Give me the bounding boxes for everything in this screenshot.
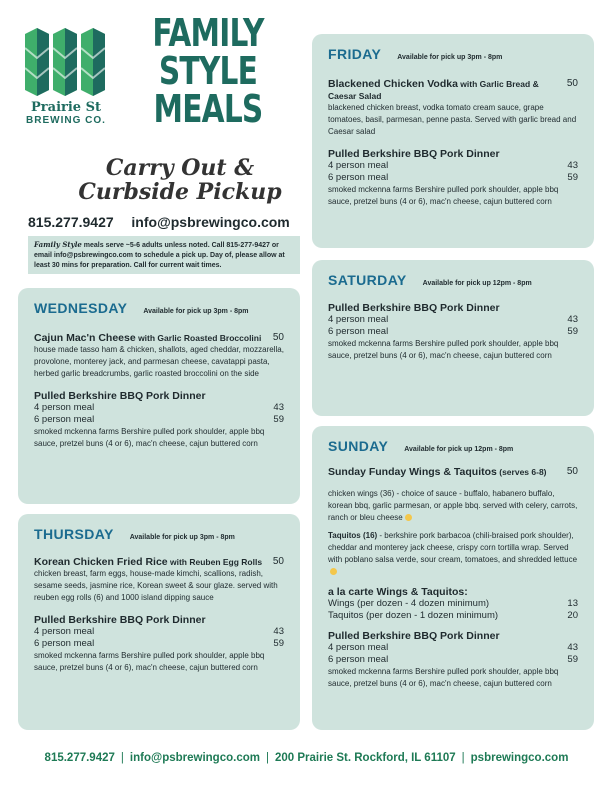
bbq-title: Pulled Berkshire BBQ Pork Dinner bbox=[34, 390, 206, 402]
logo-mark-icon bbox=[23, 28, 109, 96]
logo-subname: BREWING CO. bbox=[26, 115, 106, 126]
alacarte-wings-price: 13 bbox=[567, 598, 578, 609]
wings-lead: chicken wings (36) bbox=[328, 489, 395, 498]
bbq-price-6: 59 bbox=[567, 654, 578, 665]
bbq-option-4: 4 person meal bbox=[34, 402, 95, 413]
dish-price: 50 bbox=[566, 78, 578, 89]
dish-with: with Garlic Roasted Broccolini bbox=[135, 333, 262, 343]
page-title bbox=[108, 11, 308, 131]
bbq-option-6: 6 person meal bbox=[34, 638, 95, 649]
bbq-option-4: 4 person meal bbox=[328, 160, 389, 171]
bbq-option-6: 6 person meal bbox=[328, 654, 389, 665]
alacarte-taquitos-price: 20 bbox=[567, 610, 578, 621]
wednesday-day: WEDNESDAY bbox=[34, 300, 128, 316]
title-line-1: FAMILY bbox=[152, 11, 264, 55]
bbq-description: smoked mckenna farms Bershire pulled pork shoulder, apple bbq sauce, pretzel buns (4 or 6), mac'n cheese, cajun buttered corn bbox=[34, 427, 265, 448]
funday-price: 50 bbox=[566, 466, 578, 477]
contact-line bbox=[28, 214, 290, 230]
title-line-2: STYLE bbox=[158, 49, 258, 93]
bbq-price-6: 59 bbox=[567, 326, 578, 337]
footer-address: 200 Prairie St. Rockford, IL 61107 bbox=[274, 752, 456, 764]
subtitle bbox=[60, 156, 300, 204]
saturday-panel bbox=[312, 260, 594, 416]
bbq-price-4: 43 bbox=[273, 626, 284, 637]
notice-box bbox=[28, 236, 300, 274]
bbq-description: smoked mckenna farms Bershire pulled pork shoulder, apple bbq sauce, pretzel buns (4 or 6), mac'n cheese, cajun buttered corn bbox=[328, 339, 559, 360]
notice-lead: Family Style bbox=[34, 240, 82, 249]
taquitos-description bbox=[328, 530, 578, 578]
bbq-description: smoked mckenna farms Bershire pulled pork shoulder, apple bbq sauce, pretzel buns (4 or 6), mac'n cheese, cajun buttered corn bbox=[328, 185, 559, 206]
bbq-description: smoked mckenna farms Bershire pulled pork shoulder, apple bbq sauce, pretzel buns (4 or 6), mac'n cheese, cajun buttered corn bbox=[34, 651, 265, 672]
dish-name: Korean Chicken Fried Rice bbox=[34, 556, 168, 568]
bbq-price-4: 43 bbox=[567, 642, 578, 653]
dish-name: Blackened Chicken Vodka bbox=[328, 78, 458, 90]
bbq-title: Pulled Berkshire BBQ Pork Dinner bbox=[328, 148, 500, 160]
bbq-title: Pulled Berkshire BBQ Pork Dinner bbox=[328, 302, 500, 314]
thursday-day: THURSDAY bbox=[34, 526, 114, 542]
taquitos-lead: Taquitos (16) bbox=[328, 531, 378, 540]
dish-description: blackened chicken breast, vodka tomato cream sauce, grape tomatoes, basil, parmesan, penne pasta. Served with garlic bread and Caesar salad bbox=[328, 103, 577, 136]
dish-price: 50 bbox=[272, 556, 284, 567]
subtitle-line-1: Carry Out & bbox=[105, 155, 255, 181]
thursday-dish bbox=[34, 556, 284, 604]
sunday-availability: Available for pick up 12pm - 8pm bbox=[404, 446, 514, 453]
bbq-option-6: 6 person meal bbox=[328, 172, 389, 183]
wednesday-dish bbox=[34, 332, 284, 380]
bbq-option-6: 6 person meal bbox=[34, 414, 95, 425]
friday-day: FRIDAY bbox=[328, 46, 382, 62]
wednesday-panel bbox=[18, 288, 300, 504]
footer-email[interactable]: info@psbrewingco.com bbox=[129, 752, 260, 764]
bbq-option-6: 6 person meal bbox=[328, 326, 389, 337]
smiley-icon bbox=[330, 568, 337, 575]
friday-availability: Available for pick up 3pm - 8pm bbox=[397, 54, 503, 61]
saturday-day: SATURDAY bbox=[328, 272, 407, 288]
subtitle-line-2: Curbside Pickup bbox=[78, 179, 282, 205]
footer-phone[interactable]: 815.277.9427 bbox=[44, 752, 115, 764]
dish-with: with Garlic Bread & Caesar Salad bbox=[328, 79, 539, 101]
bbq-price-6: 59 bbox=[273, 638, 284, 649]
bbq-description: smoked mckenna farms Bershire pulled pork shoulder, apple bbq sauce, pretzel buns (4 or 6), mac'n cheese, cajun buttered corn bbox=[328, 667, 559, 688]
funday-name: Sunday Funday Wings & Taquitos bbox=[328, 466, 497, 478]
wednesday-availability: Available for pick up 3pm - 8pm bbox=[143, 308, 249, 315]
bbq-title: Pulled Berkshire BBQ Pork Dinner bbox=[34, 614, 206, 626]
bbq-option-4: 4 person meal bbox=[34, 626, 95, 637]
alacarte-title: a la carte Wings & Taquitos: bbox=[328, 586, 468, 598]
saturday-availability: Available for pick up 12pm - 8pm bbox=[422, 280, 532, 287]
friday-panel bbox=[312, 34, 594, 248]
bbq-price-4: 43 bbox=[567, 314, 578, 325]
title-line-3: MEALS bbox=[153, 87, 263, 131]
notice-text: meals serve ~5-6 adults unless noted. Call 815-277-9427 or email info@psbrewingco.com to schedule a pick up. Day of, please allow at least 30 mins for preparation. Call for current wait times. bbox=[34, 242, 285, 269]
header-email[interactable]: info@psbrewingco.com bbox=[131, 214, 290, 230]
wings-description bbox=[328, 488, 578, 524]
bbq-price-4: 43 bbox=[567, 160, 578, 171]
friday-dish bbox=[328, 78, 578, 138]
bbq-price-6: 59 bbox=[273, 414, 284, 425]
thursday-panel bbox=[18, 514, 300, 730]
logo-name: Prairie St bbox=[31, 100, 101, 115]
alacarte-taquitos-label: Taquitos (per dozen - 1 dozen minimum) bbox=[328, 610, 499, 621]
footer-website[interactable]: psbrewingco.com bbox=[470, 752, 569, 764]
sunday-panel bbox=[312, 426, 594, 730]
bbq-price-6: 59 bbox=[567, 172, 578, 183]
taquitos-text: - berkshire pork barbacoa (chili-braised pork shoulder), cheddar and monterey jack cheese, crispy corn tortilla wrap. Served with poblano salsa verde, sour cream, tomatoes, and shredded lettuce bbox=[328, 531, 578, 564]
funday-serves: (serves 6-8) bbox=[496, 467, 547, 477]
bbq-price-4: 43 bbox=[273, 402, 284, 413]
brand-logo bbox=[20, 28, 112, 138]
footer: 815.277.9427 | info@psbrewingco.com | 200 Prairie St. Rockford, IL 61107 | psbrewingco.com bbox=[44, 752, 569, 764]
dish-description: house made tasso ham & chicken, shallots, aged cheddar, mozzarella, provolone, monterey jack, and parmesan cheese, cavatappi pasta, herbed garlic breadcrumbs, garlic roasted broccolini on the side bbox=[34, 345, 284, 378]
thursday-availability: Available for pick up 3pm - 8pm bbox=[129, 534, 235, 541]
dish-name: Cajun Mac'n Cheese bbox=[34, 332, 136, 344]
dish-description: chicken breast, farm eggs, house-made kimchi, scallions, radish, sesame seeds, jasmine rice, Korean sweet & sour glaze. served with reuben egg rolls (6) and 1000 island dipping sauce bbox=[34, 569, 278, 602]
header-phone[interactable]: 815.277.9427 bbox=[28, 214, 114, 230]
wings-text: - choice of sauce - buffalo, habanero buffalo, korean bbq, garlic parmesan, or apple bbq. served with celery, carrots, ranch or bleu cheese bbox=[328, 489, 578, 522]
smiley-icon bbox=[405, 514, 412, 521]
dish-with: with Reuben Egg Rolls bbox=[167, 557, 263, 567]
bbq-title: Pulled Berkshire BBQ Pork Dinner bbox=[328, 630, 500, 642]
dish-price: 50 bbox=[272, 332, 284, 343]
bbq-option-4: 4 person meal bbox=[328, 642, 389, 653]
bbq-option-4: 4 person meal bbox=[328, 314, 389, 325]
sunday-day: SUNDAY bbox=[328, 438, 389, 454]
alacarte-wings-label: Wings (per dozen - 4 dozen minimum) bbox=[328, 598, 490, 609]
